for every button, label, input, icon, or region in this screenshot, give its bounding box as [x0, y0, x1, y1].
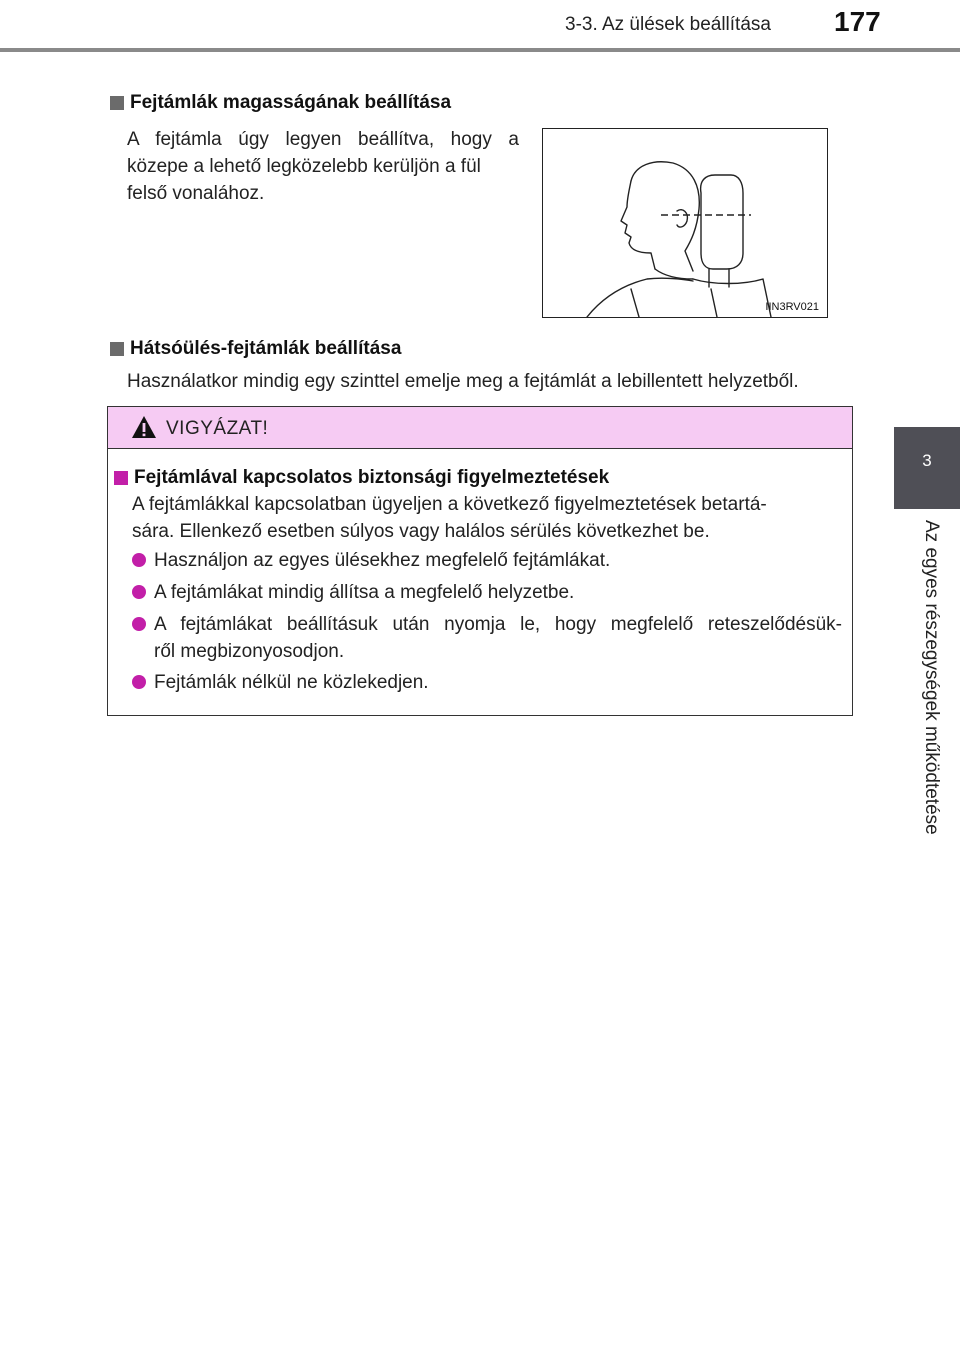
- figure-code: IIN3RV021: [765, 301, 819, 313]
- caution-bullet-text: A fejtámlákat beállításuk után nyomja le, hogy megfelelő reteszelődésük-: [154, 614, 842, 635]
- caution-box: [107, 406, 853, 716]
- caution-bullet-text: A fejtámlákat mindig állítsa a megfelelő helyzetbe.: [154, 582, 575, 603]
- chapter-title: Az egyes részegységek működtetése: [921, 520, 942, 835]
- bullet-dot-icon: [132, 617, 146, 631]
- caution-heading: [114, 467, 609, 489]
- headrest-height-illustration-icon: [543, 129, 827, 317]
- caution-intro-line: A fejtámlákkal kapcsolatban ügyeljen a következő figyelmeztetések betartá-: [132, 494, 767, 515]
- bullet-dot-icon: [132, 553, 146, 567]
- caution-bullet-text: ről megbizonyosodjon.: [154, 641, 345, 662]
- caution-bullet: [130, 547, 842, 574]
- body-line: felső vonalához.: [127, 183, 265, 204]
- section-title: 3-3. Az ülések beállítása: [565, 14, 771, 35]
- square-bullet-icon: [110, 96, 124, 110]
- section-body: Használatkor mindig egy szinttel emelje meg a fejtámlát a lebillentett helyzetből.: [127, 371, 799, 392]
- caution-bullet: [130, 579, 842, 606]
- section-heading-text: Hátsóülés-fejtámlák beállítása: [130, 338, 402, 359]
- caution-bullet: [130, 611, 842, 665]
- caution-bullet: [130, 669, 842, 696]
- caution-bullet-text: Használjon az egyes ülésekhez megfelelő fejtámlákat.: [154, 550, 611, 571]
- caution-intro-line: sára. Ellenkező esetben súlyos vagy halálos sérülés következhet be.: [132, 521, 710, 542]
- page-number: 177: [834, 6, 881, 37]
- chapter-tab: [894, 427, 960, 509]
- section-heading: [110, 92, 451, 114]
- body-line: A fejtámla úgy legyen beállítva, hogy a: [127, 129, 519, 150]
- caution-title: VIGYÁZAT!: [166, 418, 269, 439]
- chapter-number: 3: [922, 451, 932, 470]
- caution-heading-text: Fejtámlával kapcsolatos biztonsági figyelmeztetések: [134, 467, 610, 488]
- body-line: közepe a lehető legközelebb kerüljön a fül: [127, 156, 481, 177]
- header-divider: [0, 48, 960, 52]
- headrest-illustration: [542, 128, 828, 318]
- section-body: [127, 126, 519, 207]
- warning-triangle-icon: [131, 415, 157, 439]
- bullet-dot-icon: [132, 585, 146, 599]
- caution-bullet-text: Fejtámlák nélkül ne közlekedjen.: [154, 672, 429, 693]
- square-bullet-icon: [114, 471, 128, 485]
- section-heading: [110, 338, 401, 360]
- section-heading-text: Fejtámlák magasságának beállítása: [130, 92, 452, 113]
- caution-header: [108, 407, 852, 449]
- bullet-dot-icon: [132, 675, 146, 689]
- square-bullet-icon: [110, 342, 124, 356]
- caution-intro: [132, 491, 842, 545]
